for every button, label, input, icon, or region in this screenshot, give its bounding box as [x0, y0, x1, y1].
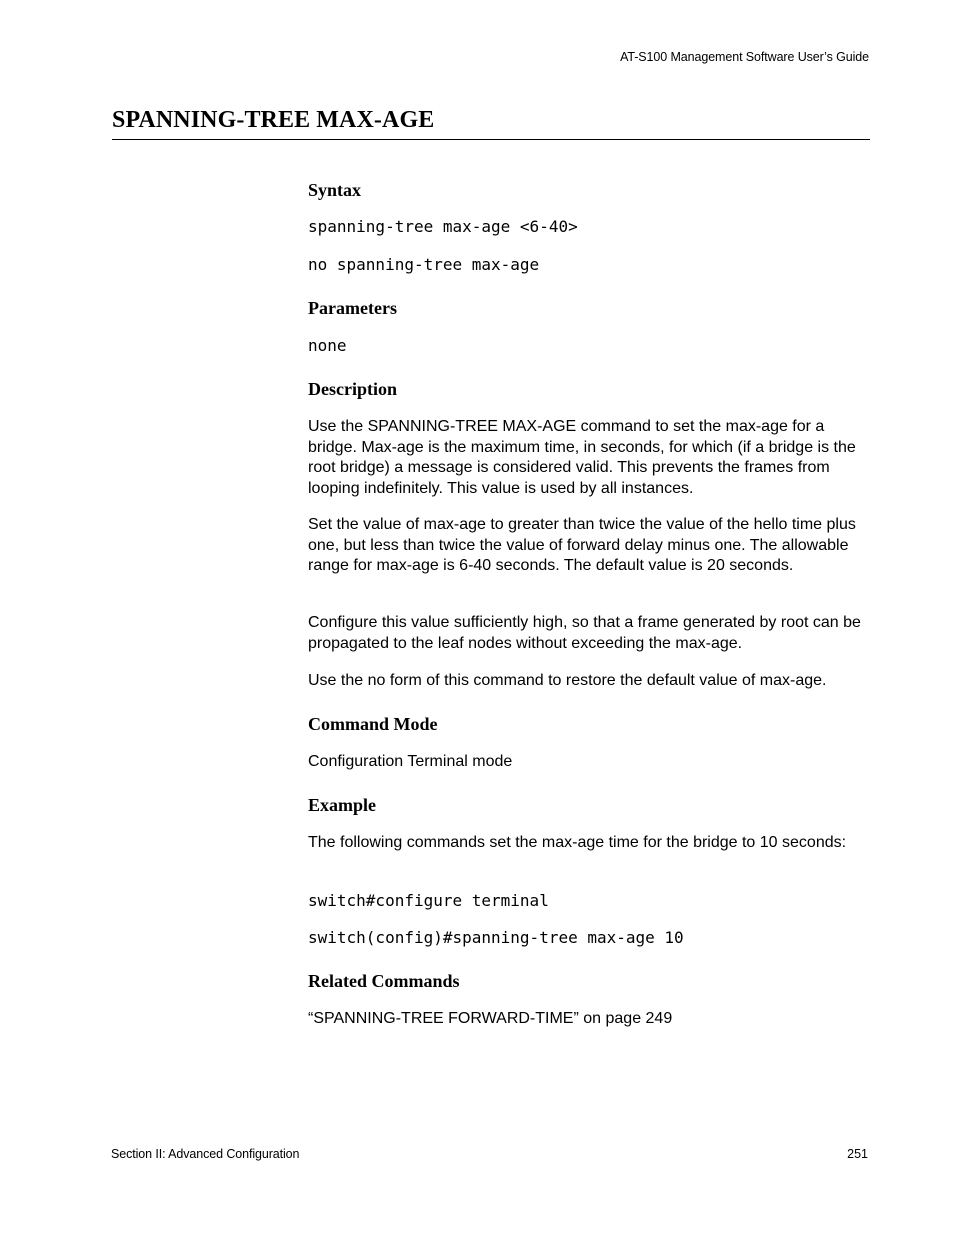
related-commands-heading: Related Commands	[308, 971, 460, 991]
description-heading: Description	[308, 379, 397, 399]
footer-page-number: 251	[847, 1147, 868, 1161]
description-paragraph-4: Use the no form of this command to restore the default value of max-age.	[308, 672, 827, 689]
page-title: SPANNING-TREE MAX-AGE	[112, 107, 435, 133]
title-divider	[112, 139, 870, 140]
example-command-2: switch(config)#spanning-tree max-age 10	[308, 928, 684, 947]
example-intro: The following commands set the max-age time for the bridge to 10 seconds:	[308, 834, 847, 851]
description-paragraph-3: Configure this value sufficiently high, so that a frame generated by root can be propagated to the leaf nodes without exceeding the max-age.	[308, 614, 861, 652]
related-command-link[interactable]: “SPANNING-TREE FORWARD-TIME” on page 249	[308, 1010, 673, 1027]
syntax-line-2: no spanning-tree max-age	[308, 255, 540, 274]
command-mode-heading: Command Mode	[308, 714, 438, 734]
syntax-line-1: spanning-tree max-age <6-40>	[308, 217, 578, 236]
parameters-value: none	[308, 336, 347, 355]
command-mode-value: Configuration Terminal mode	[308, 753, 513, 770]
description-paragraph-2: Set the value of max-age to greater than twice the value of the hello time plus one, but less than twice the value of forward delay minus one. The allowable range for max-age is 6-40 seconds. The default value is 20 seconds.	[308, 516, 856, 574]
syntax-heading: Syntax	[308, 180, 362, 200]
running-header: AT-S100 Management Software User’s Guide	[620, 50, 869, 64]
footer-section: Section II: Advanced Configuration	[111, 1147, 300, 1161]
example-command-1: switch#configure terminal	[308, 891, 549, 910]
parameters-heading: Parameters	[308, 298, 397, 318]
description-paragraph-1: Use the SPANNING-TREE MAX-AGE command to set the max-age for a bridge. Max-age is the maximum time, in seconds, for which (if a bridge is the root bridge) a message is considered valid. This prevents the frames from looping indefinitely. This value is used by all instances.	[308, 418, 856, 497]
example-heading: Example	[308, 795, 377, 815]
